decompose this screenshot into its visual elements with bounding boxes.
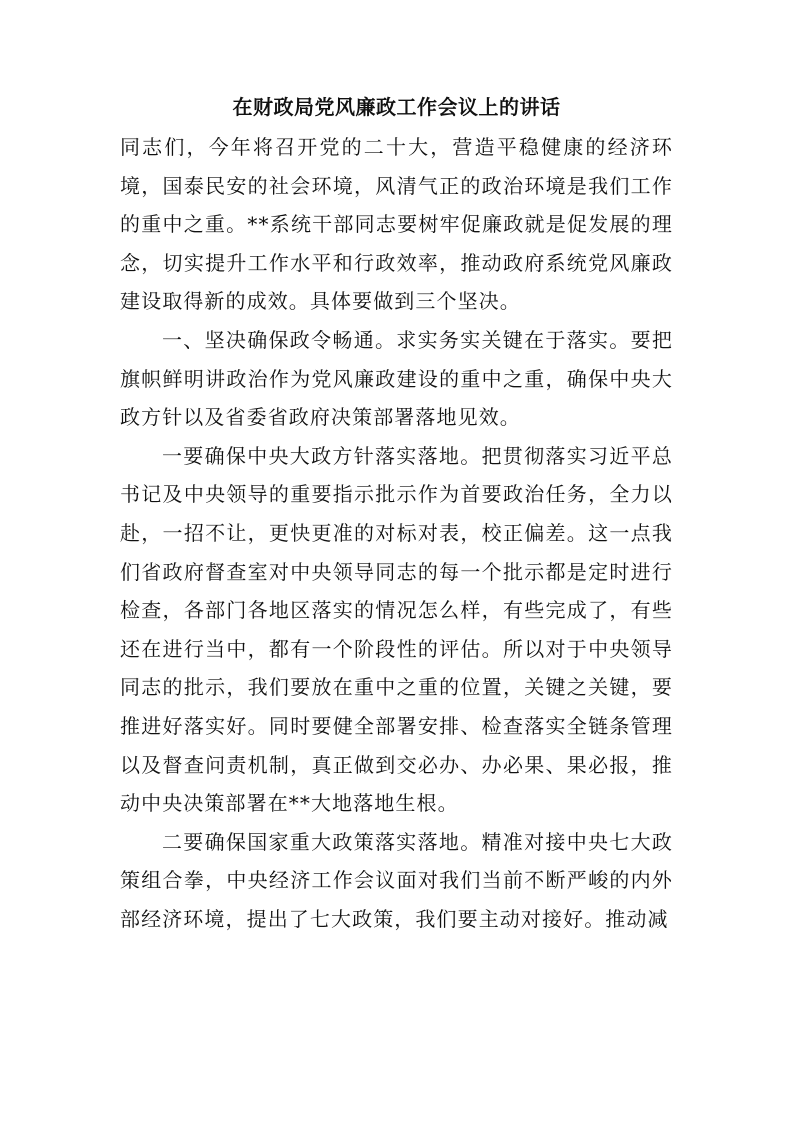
document-title: 在财政局党风廉政工作会议上的讲话 — [232, 95, 561, 119]
document-body — [120, 128, 673, 938]
paragraph-point-one: 一要确保中央大政方针落实落地。把贯彻落实习近平总书记及中央领导的重要指示批示作为首要政治任务，全力以赴，一招不让，更快更准的对标对表，校正偏差。这一点我们省政府督查室对中央领导同志的每一个批示都是定时进行检查，各部门各地区落实的情况怎么样，有些完成了，有些还在进行当中，都有一个阶段性的评估。所以对于中央领导同志的批示，我们要放在重中之重的位置，关键之关键，要推进好落实好。同时要健全部署安排、检查落实全链条管理以及督查问责机制，真正做到交必办、办必果、果必报，推动中央决策部署在**大地落地生根。 — [120, 443, 673, 816]
paragraph-opening: 同志们，今年将召开党的二十大，营造平稳健康的经济环境，国泰民安的社会环境，风清气正的政治环境是我们工作的重中之重。**系统干部同志要树牢促廉政就是促发展的理念，切实提升工作水平和行政效率，推动政府系统党风廉政建设取得新的成效。具体要做到三个坚决。 — [120, 135, 673, 314]
paragraph-section-one: 一、坚决确保政令畅通。求实务实关键在于落实。要把旗帜鲜明讲政治作为党风廉政建设的重中之重，确保中央大政方针以及省委省政府决策部署落地见效。 — [120, 327, 673, 430]
paragraph-point-two: 二要确保国家重大政策落实落地。精准对接中央七大政策组合拳，中央经济工作会议面对我们当前不断严峻的内外部经济环境，提出了七大政策，我们要主动对接好。推动减 — [120, 829, 673, 931]
